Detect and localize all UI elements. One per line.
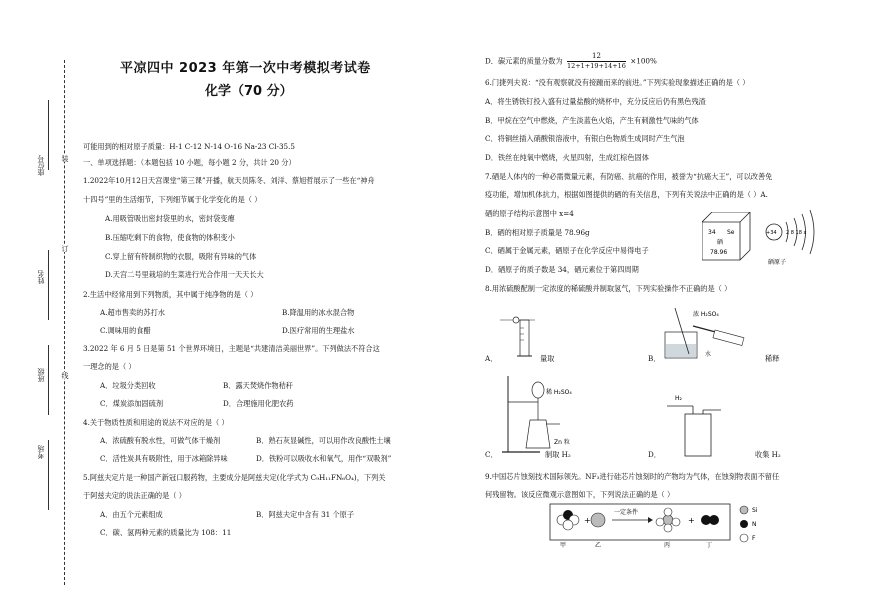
question-1-option: C.穿上留有特制织物的衣服，吸附有异味的气体	[105, 252, 257, 261]
binding-dashed-line	[64, 60, 65, 585]
question-5-stem: 于阿兹夫定的说法正确的是（ ）	[83, 491, 186, 500]
question-4-option: D．铁粉可以吸收水和氧气，用作“双吸剂”	[256, 454, 392, 463]
d-gas-label: H₂	[675, 395, 682, 402]
binding-field-line	[48, 100, 49, 170]
c-zn-label: Zn 粒	[554, 439, 570, 446]
section-heading: 一、单项选择题：（本题包括 10 小题，每小题 2 分，共计 20 分）	[83, 158, 296, 167]
question-1-stem: 1.2022年10月12日天宫课堂“第三课”开播，航天员陈冬、刘洋、蔡旭哲展示了一些在“神舟	[83, 176, 375, 185]
question-2-option: D.医疗常用的生理盐水	[282, 326, 355, 335]
question-6-option: D．铁丝在纯氧中燃烧，火星四射，生成红棕色固体	[485, 153, 649, 162]
fraction-numerator: 12	[567, 52, 626, 62]
question-8-stem: 8.用浓硫酸配制一定浓度的稀硫酸并制取氢气，下列实验操作不正确的是（ ）	[485, 284, 732, 293]
apparatus-b-label: 稀释	[765, 354, 780, 363]
species-yi: 乙	[595, 542, 602, 549]
se-atom-caption: 硒原子	[768, 259, 787, 266]
question-2-stem: 2.生活中经常用到下列物质，其中属于纯净物的是（ ）	[83, 290, 258, 299]
q5d-fraction	[567, 52, 626, 70]
binding-label-seat: 座位号	[37, 155, 45, 176]
question-7-option: C．硒属于金属元素，硒原子在化学反应中易得电子	[485, 246, 649, 255]
species-ding: 丁	[706, 542, 713, 549]
question-1-option: D.天宫二号里栽培的生菜进行光合作用一天天长大	[105, 270, 264, 279]
question-7-stem: 7.硒是人体内的一种必需微量元素，有防癌、抗癌的作用，被誉为“抗癌大王”，可以改善免	[485, 172, 773, 181]
se-name: 硒	[717, 239, 724, 246]
fraction-denominator: 12+1+19+14+16	[566, 62, 626, 70]
apparatus-d-collection	[665, 390, 745, 460]
apparatus-b-dilution	[655, 306, 750, 366]
question-7-stem: 疫功能，增加机体抗力，根据如图提供的硒的有关信息，下列有关说法中正确的是（ ）A.	[485, 190, 768, 199]
binding-field-line	[48, 250, 49, 320]
plus-sign: +	[688, 516, 695, 525]
cut-mark: 订	[61, 245, 69, 252]
question-4-option: C．活性炭具有吸附性，用于冰箱除异味	[100, 454, 228, 463]
plus-sign: +	[584, 516, 591, 525]
binding-field-line	[48, 345, 49, 415]
question-3-stem: 一理念的是（ ）	[83, 362, 136, 371]
question-4-option: B．熟石灰显碱性，可以用作改良酸性土壤	[256, 436, 391, 445]
question-3-option: D．合理施用化肥农药	[223, 399, 294, 408]
question-1-option: A.用吸管吸出密封袋里的水，密封袋变瘪	[105, 214, 235, 223]
binding-field-line	[48, 440, 49, 510]
species-bing: 丙	[664, 542, 671, 549]
se-atomic-number: 34	[708, 229, 716, 236]
question-3-option: B．露天焚烧作物秸秆	[223, 381, 293, 390]
question-3-option: A．垃圾分类回收	[100, 381, 156, 390]
apparatus-a-label: 量取	[540, 354, 555, 363]
reaction-condition: 一定条件	[614, 509, 639, 516]
question-2-option: A.超市售卖的苏打水	[100, 308, 165, 317]
q5d-suffix: ×100%	[630, 56, 657, 66]
b-water-label: 水	[705, 351, 712, 358]
question-3-stem: 3.2022 年 6 月 5 日是第 51 个世界环境日，主题是“共建清洁美丽世界”。下列做法不符合这	[83, 344, 380, 353]
reaction-diagram	[548, 500, 788, 550]
question-3-option: C．煤炭添加固硫剂	[100, 399, 164, 408]
question-2-option: B.降温用的冰水混合物	[282, 308, 355, 317]
question-1-option: B.压缩吃剩下的食物，使食物的体积变小	[105, 233, 235, 242]
question-9-stem: 9.中国芯片蚀刻技术国际领先。NF₃进行硅芯片蚀刻时的产物均为气体，在蚀刻物表面不留任	[485, 472, 780, 481]
atomic-masses: 可能用到的相对原子质量：H-1 C-12 N-14 O-16 Na-23 Cl-35.5	[83, 142, 295, 151]
apparatus-a-letter: A．	[485, 354, 498, 363]
b-acid-label: 浓 H₂SO₄	[693, 311, 719, 318]
legend-si: Si	[752, 507, 758, 514]
question-4-stem: 4.关于物质性质和用途的说法不对应的是（ ）	[83, 418, 229, 427]
selenium-element-card	[702, 212, 752, 264]
apparatus-d-letter: D．	[648, 450, 661, 459]
question-6-option: A．将生锈铁钉投入盛有过量盐酸的烧杯中，充分反应后仍有黑色残渣	[485, 97, 706, 106]
binding-margin	[0, 0, 78, 603]
question-5-stem: 5.阿兹夫定片是一种国产新冠口服药物，主要成分是阿兹夫定(化学式为 C₉H₁₁FN₆O₄)，下列关	[83, 473, 386, 482]
selenium-atom-diagram	[762, 206, 828, 266]
question-9-stem: 何残留物。该反应微观示意图如下，下列说法正确的是（ ）	[485, 490, 675, 499]
legend-f: F	[752, 535, 756, 542]
legend-n: N	[752, 521, 757, 528]
question-4-option: A．浓硫酸有脱水性，可做气体干燥剂	[100, 436, 221, 445]
cut-mark: 装	[61, 155, 69, 162]
binding-label-name: 姓名	[37, 270, 45, 284]
species-jia: 甲	[560, 542, 567, 549]
se-symbol: Se	[727, 229, 735, 236]
page-title: 平凉四中 2023 年第一次中考模拟考试卷	[120, 61, 371, 76]
question-6-option: C．将铜丝插入硝酸银溶液中，有银白色物质生成同时产生气泡	[485, 134, 685, 143]
question-2-option: C.调味用的食醋	[100, 326, 151, 335]
page-subtitle: 化学（70 分）	[205, 84, 293, 99]
binding-label-class: 班级	[37, 368, 45, 382]
question-7-stem: 硒的原子结构示意图中 x=4	[485, 209, 574, 218]
apparatus-d-label: 收集 H₂	[755, 450, 781, 459]
question-6-option: B．甲烷在空气中燃烧，产生淡蓝色火焰，产生有刺激性气味的气体	[485, 116, 699, 125]
apparatus-c-label: 制取 H₂	[545, 450, 571, 459]
apparatus-c-generation	[500, 372, 590, 456]
cut-mark: 线	[61, 372, 69, 379]
question-5-option: A．由五个元素组成	[100, 510, 163, 519]
question-5-option: C．碳、氢两种元素的质量比为 108：11	[100, 528, 232, 537]
question-5-option-d	[485, 52, 657, 70]
question-1-stem: 十四号”里的生活细节，下列细节属于化学变化的是（ ）	[83, 195, 262, 204]
se-nucleus-charge: +34	[766, 230, 777, 236]
question-6-stem: 6.门捷列夫说：“没有观察就没有接踵而来的前进。”下列实验现象描述正确的是（ ）	[485, 78, 750, 87]
apparatus-c-letter: C．	[485, 450, 498, 459]
question-7-option: B．硒的相对原子质量是 78.96g	[485, 228, 590, 237]
question-5-option: B．阿兹夫定中含有 31 个原子	[256, 510, 355, 519]
question-7-option: D．硒原子的质子数是 34，硒元素位于第四周期	[485, 265, 639, 274]
q5d-prefix: D．碳元素的质量分数为	[485, 56, 563, 66]
se-shell-electrons: 2 8 18 x	[786, 230, 807, 236]
apparatus-a-measuring	[490, 308, 570, 368]
c-acid-label: 稀 H₂SO₄	[546, 389, 572, 396]
apparatus-b-letter: B．	[648, 354, 661, 363]
se-mass: 78.96	[710, 249, 728, 256]
binding-label-room: 考场	[37, 445, 45, 459]
